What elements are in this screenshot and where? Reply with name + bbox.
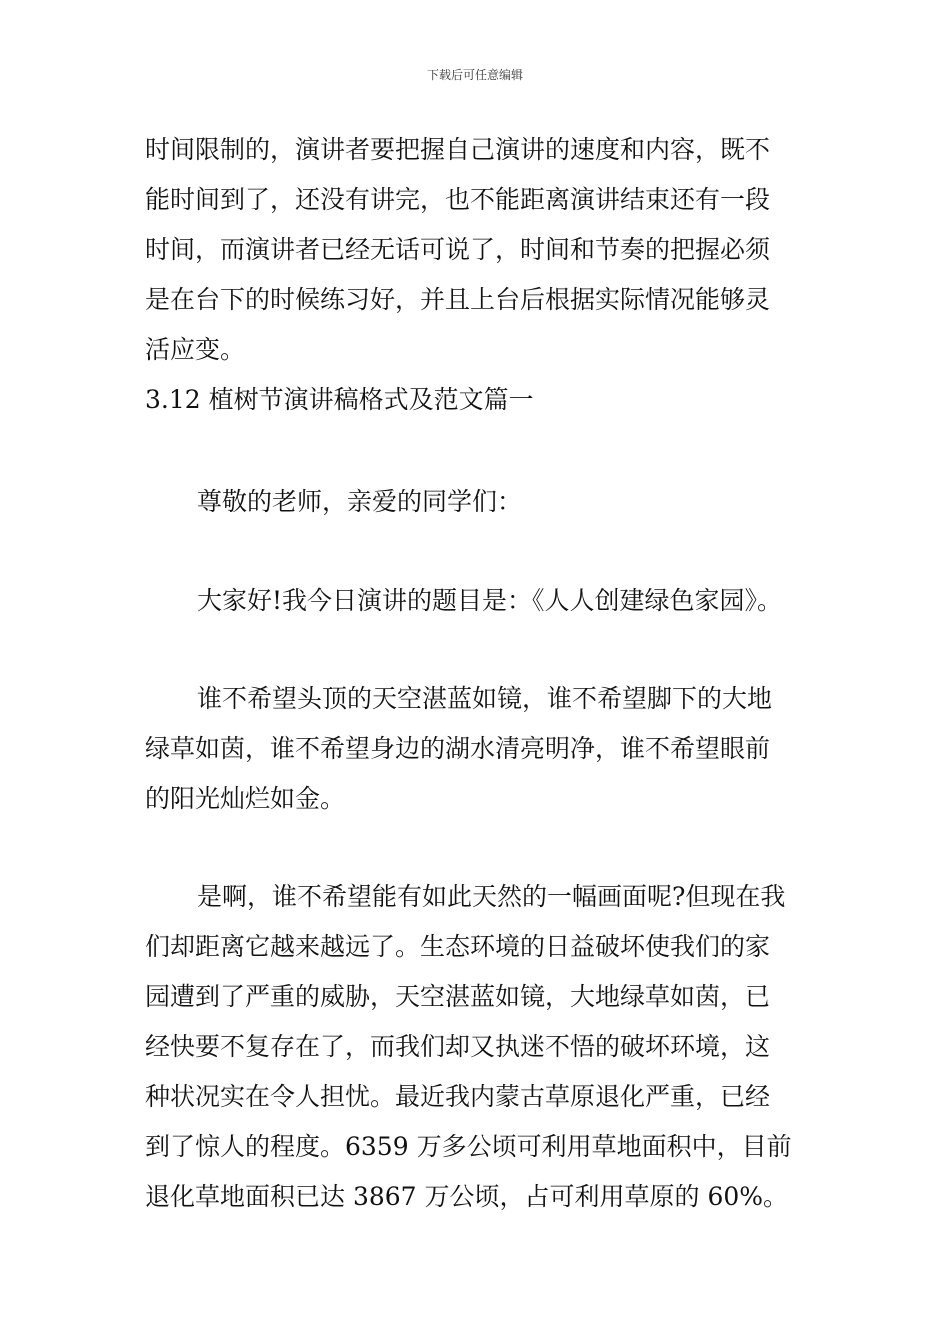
text-line: 园遭到了严重的威胁，天空湛蓝如镜，大地绿草如茵，已 — [145, 982, 771, 1011]
text-line: 退化草地面积已达 3867 万公顷，占可利用草原的 60%。 — [145, 1182, 789, 1211]
text-line: 时间，而演讲者已经无话可说了，时间和节奏的把握必须 — [145, 235, 771, 264]
text-line: 的阳光灿烂如金。 — [145, 784, 346, 813]
text-line: 绿草如茵，谁不希望身边的湖水清亮明净，谁不希望眼前 — [145, 734, 771, 763]
text-line: 活应变。 — [145, 335, 246, 364]
greeting: 大家好!我今日演讲的题目是：《人人创建绿色家园》。 — [197, 586, 783, 615]
text-line: 们却距离它越来越远了。生态环境的日益破坏使我们的家 — [145, 932, 771, 961]
salutation: 尊敬的老师，亲爱的同学们： — [197, 487, 523, 516]
text-line: 能时间到了，还没有讲完，也不能距离演讲结束还有一段 — [145, 185, 771, 214]
text-line: 谁不希望头顶的天空湛蓝如镜，谁不希望脚下的大地 — [197, 684, 773, 713]
text-line: 到了惊人的程度。6359 万多公顷可利用草地面积中，目前 — [145, 1132, 792, 1161]
text-line: 种状况实在令人担忧。最近我内蒙古草原退化严重，已经 — [145, 1082, 771, 1111]
text-line: 是在台下的时候练习好，并且上台后根据实际情况能够灵 — [145, 285, 771, 314]
text-line: 是啊，谁不希望能有如此天然的一幅画面呢?但现在我 — [197, 882, 786, 911]
section-heading: 3.12 植树节演讲稿格式及范文篇一 — [145, 385, 534, 414]
header-note: 下载后可任意编辑 — [426, 68, 523, 82]
text-line: 时间限制的，演讲者要把握自己演讲的速度和内容，既不 — [145, 135, 771, 164]
text-line: 经快要不复存在了，而我们却又执迷不悟的破坏环境，这 — [145, 1032, 771, 1061]
